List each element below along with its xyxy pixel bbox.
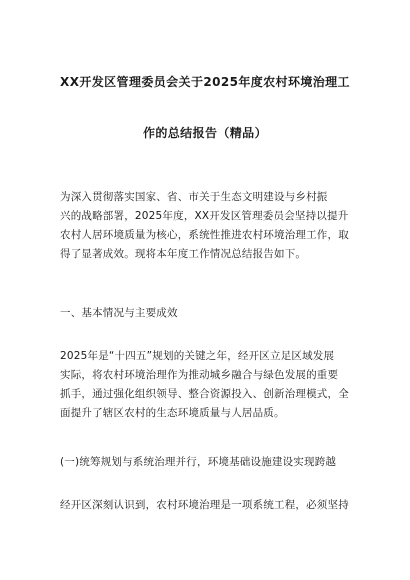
subsection-heading-text: (一)统筹规划与系统治理并行，环境基础设施建设实现跨越 [60, 456, 337, 468]
section-heading [60, 304, 360, 323]
subsection-paragraph [60, 496, 360, 515]
document-title-line-2: 作的总结报告（精品） [142, 126, 267, 140]
section-line: 面提升了辖区农村的生态环境质量与人居品质。 [60, 407, 285, 419]
intro-line: 得了显著成效。现将本年度工作情况总结报告如下。 [60, 248, 307, 260]
section-heading-text: 一、基本情况与主要成效 [60, 307, 178, 319]
intro-line: 为深入贯彻落实国家、省、市关于生态文明建设与乡村振 [60, 191, 328, 203]
section-line: 实际，将农村环境治理作为推动城乡融合与绿色发展的重要 [60, 369, 339, 381]
subsection-heading [60, 453, 360, 472]
intro-line: 农村人居环境质量为核心，系统性推进农村环境治理工作，取 [60, 229, 349, 241]
document-title-line-1: XX开发区管理委员会关于2025年度农村环境治理工 [60, 75, 350, 89]
section-line: 抓手，通过强化组织领导、整合资源投入、创新治理模式，全 [60, 388, 349, 400]
intro-line: 兴的战略部署，2025年度，XX开发区管理委员会坚持以提升 [60, 210, 349, 222]
section-line: 2025年是“十四五”规划的关键之年，经开区立足区域发展 [60, 350, 335, 362]
intro-paragraph [60, 188, 360, 264]
subsection-line: 经开区深刻认识到，农村环境治理是一项系统工程，必须坚持 [60, 499, 349, 511]
section-paragraph [60, 347, 360, 423]
